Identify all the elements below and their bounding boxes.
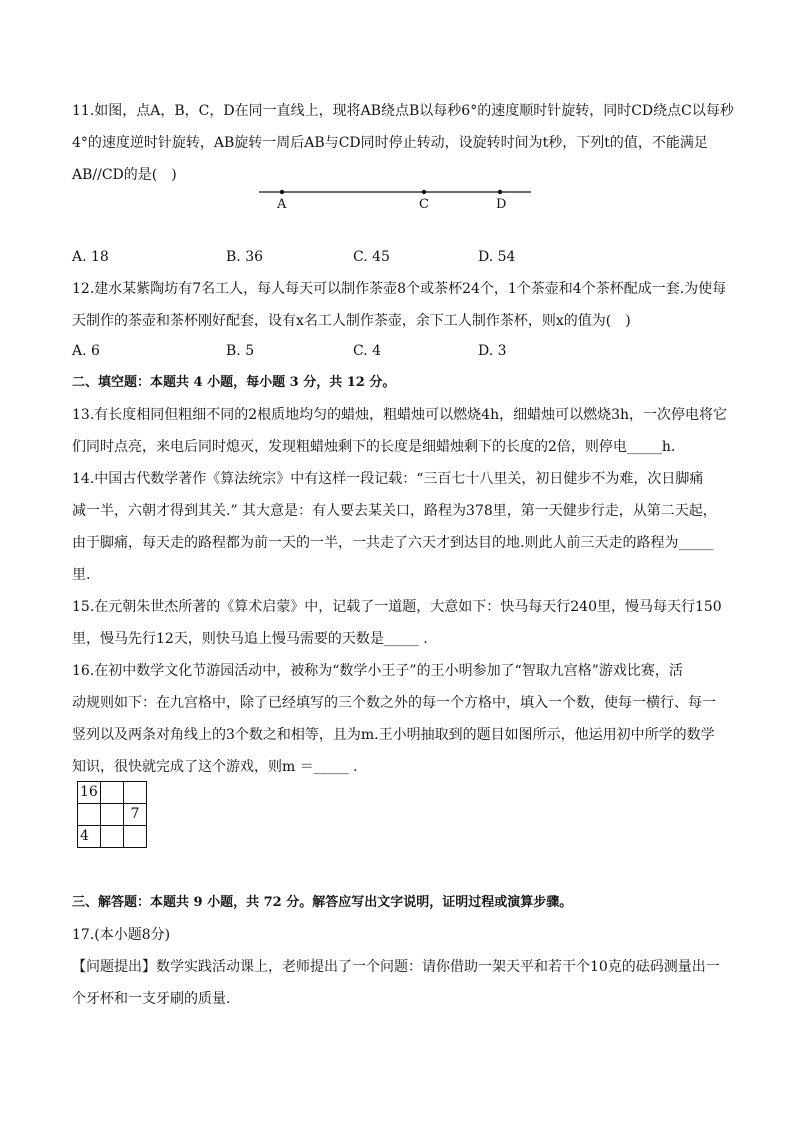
point-d-label: D xyxy=(496,197,507,212)
q12-option-d: D. 3 xyxy=(478,343,507,359)
q16-line-2: 动规则如下：在九宫格中，除了已经填写的三个数之外的每一个方格中，填入一个数，使每一横行、每一 xyxy=(72,695,716,711)
q17-line-1: 【问题提出】数学实践活动课上，老师提出了一个问题：请你借助一架天平和若干个10克的砝码测量出一 xyxy=(72,959,720,975)
q16-line-1: 16.在初中数学文化节游园活动中，被称为“数学小王子”的王小明参加了“智取九宫格”游戏比赛，活 xyxy=(72,663,683,679)
q12-line-1: 12.建水某紫陶坊有7名工人，每人每天可以制作茶壶8个或茶杯24个，1个茶壶和4个茶杯配成一套.为使每 xyxy=(72,281,727,297)
grid-cell xyxy=(78,804,101,826)
q11-line-1: 11.如图，点A，B，C，D在同一直线上，现将AB绕点B以每秒6°的速度顺时针旋转，同时CD绕点C以每秒 xyxy=(72,103,734,119)
point-d-dot xyxy=(498,190,502,194)
q11-option-b: B. 36 xyxy=(226,249,264,265)
q11-option-d: D. 54 xyxy=(478,249,516,265)
q13-line-1: 13.有长度相同但粗细不同的2根质地均匀的蜡烛，粗蜡烛可以燃烧4h，细蜡烛可以燃烧3h，一次停电将它 xyxy=(72,407,728,423)
grid-cell xyxy=(124,826,147,848)
grid-row xyxy=(78,804,147,826)
q12-option-a: A. 6 xyxy=(72,343,100,359)
point-c-dot xyxy=(422,190,426,194)
q14-line-1: 14.中国古代数学著作《算法统宗》中有这样一段记载：“三百七十八里关，初日健步不为难，次日脚痛 xyxy=(72,471,704,487)
q14-line-2: 减一半，六朝才得到其关.” 其大意是：有人要去某关口，路程为378里，第一天健步行走，从第二天起， xyxy=(72,503,717,519)
grid-cell: 7 xyxy=(124,804,147,826)
grid-cell xyxy=(101,804,124,826)
q16-line-4: 知识，很快就完成了这个游戏，则m ＝_____ . xyxy=(72,759,358,775)
q14-line-4: 里. xyxy=(72,567,91,583)
q12-option-c: C. 4 xyxy=(353,343,382,359)
grid-cell: 4 xyxy=(78,826,101,848)
q12-line-2: 天制作的茶壶和茶杯刚好配套，设有x名工人制作茶壶，余下工人制作茶杯，则x的值为( ) xyxy=(72,313,631,329)
q11-option-a: A. 18 xyxy=(72,249,109,265)
q17-line-2: 个牙杯和一支牙刷的质量. xyxy=(72,991,231,1007)
grid-cell xyxy=(124,782,147,804)
point-a-dot xyxy=(280,190,284,194)
q15-line-1: 15.在元朝朱世杰所著的《算术启蒙》中，记载了一道题，大意如下：快马每天行240里，慢马每天行150 xyxy=(72,599,722,615)
q12-option-b: B. 5 xyxy=(226,343,255,359)
q17-title: 17.(本小题8分) xyxy=(72,927,171,943)
q11-line-3: AB//CD的是( ) xyxy=(72,167,177,183)
grid-row xyxy=(78,782,147,804)
q11-line-2: 4°的速度逆时针旋转，AB旋转一周后AB与CD同时停止转动，设旋转时间为t秒，下列t的值，不能满足 xyxy=(72,135,708,151)
point-a-label: A xyxy=(277,197,287,212)
grid-cell xyxy=(101,826,124,848)
point-c-label: C xyxy=(419,197,429,212)
grid-cell: 16 xyxy=(78,782,101,804)
q15-line-2: 里，慢马先行12天，则快马追上慢马需要的天数是_____ . xyxy=(72,631,428,647)
section-3-heading: 三、解答题：本题共 9 小题，共 72 分。解答应写出文字说明，证明过程或演算步骤。 xyxy=(72,895,573,910)
q13-line-2: 们同时点亮，来电后同时熄灭，发现粗蜡烛剩下的长度是细蜡烛剩下的长度的2倍，则停电_____h. xyxy=(72,439,676,455)
q16-line-3: 竖列以及两条对角线上的3个数之和相等，且为m.王小明抽取到的题目如图所示，他运用初中所学的数学 xyxy=(72,727,715,743)
q14-line-3: 由于脚痛，每天走的路程都为前一天的一半，一共走了六天才到达目的地.则此人前三天走的路程为_____ xyxy=(72,535,714,551)
grid-cell xyxy=(101,782,124,804)
magic-square-grid xyxy=(77,781,147,848)
section-2-heading: 二、填空题：本题共 4 小题，每小题 3 分，共 12 分。 xyxy=(72,375,396,390)
q11-option-c: C. 45 xyxy=(353,249,390,265)
grid-row xyxy=(78,826,147,848)
